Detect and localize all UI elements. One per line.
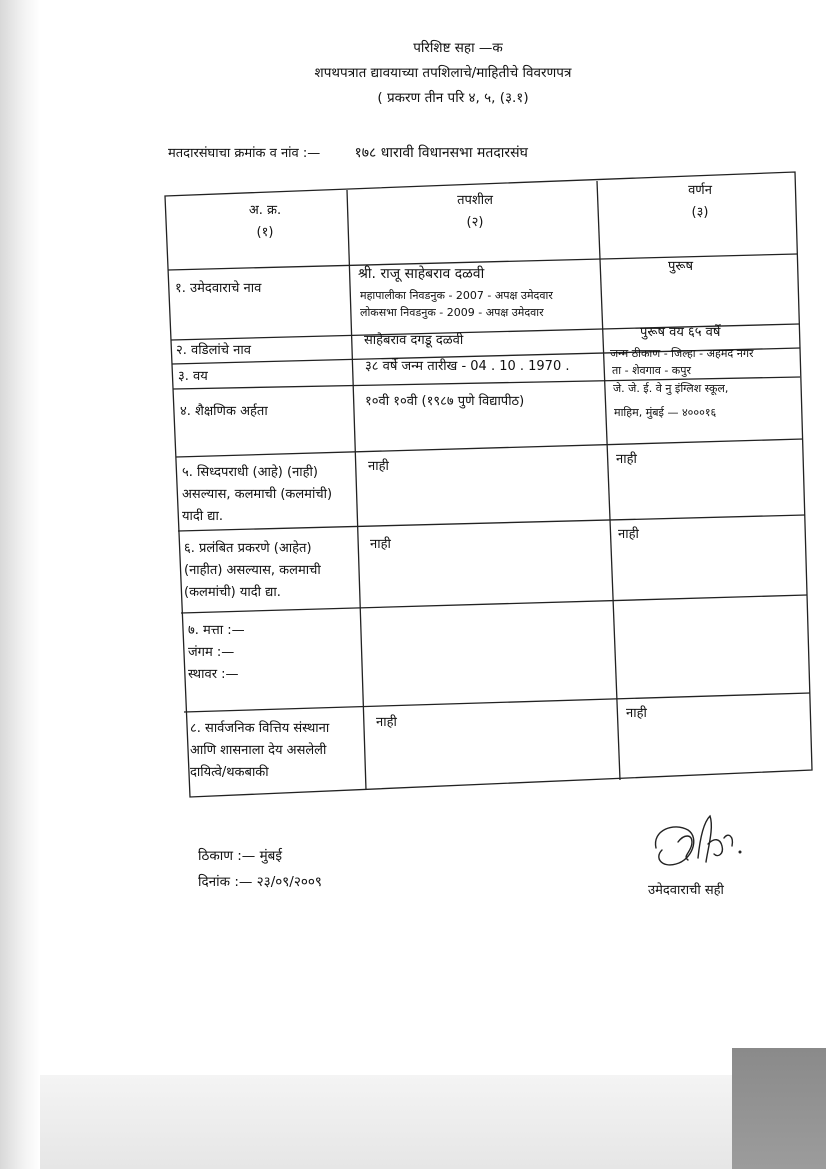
label-line: जंगम :— — [188, 645, 235, 660]
column-number: (१) — [256, 225, 274, 240]
label-line: (कलमांची) यादी द्या. — [184, 585, 281, 600]
row-label: २. वडिलांचे नाव — [176, 343, 251, 358]
signature-label: उमेदवाराची सही — [648, 883, 724, 898]
form-title: शपथपत्रात द्यावयाच्या तपशिलाचे/माहितीचे विवरणपत्र — [314, 65, 572, 81]
label-line: ५. सिध्दपराधी (आहे) (नाही) — [182, 465, 318, 480]
school-name: जे. जे. ई. वे नु इंग्लिश स्कूल, — [613, 382, 729, 395]
label-line: आणि शासनाला देय असलेली — [190, 743, 327, 758]
label-line: स्थावर :— — [188, 667, 239, 682]
row-label-liabilities — [190, 718, 329, 784]
school-address: माहिम, मुंबई — ४०००१६ — [614, 406, 717, 419]
column-title: तपशील — [457, 193, 493, 208]
label-line: ७. मत्ता :— — [188, 623, 245, 638]
label-line: असल्यास, कलमाची (कलमांची) — [182, 487, 333, 502]
candidate-name: श्री. राजू साहेबराव दळवी — [358, 266, 485, 282]
column-title: अ. क्र. — [248, 203, 282, 218]
convicted-description: नाही — [616, 452, 637, 467]
label-line: दायित्वे/थकबाकी — [190, 765, 269, 780]
education-value: १०वी १०वी (१९८७ पुणे विद्यापीठ) — [365, 394, 525, 409]
column-number: (३) — [691, 205, 709, 220]
row-label-convicted — [182, 462, 332, 528]
pending-cases-description: नाही — [618, 527, 639, 542]
pending-cases-detail: नाही — [370, 537, 391, 552]
row-label: ३. वय — [178, 369, 208, 384]
election-history: महापालीका निवडनुक - 2007 - अपक्ष उमेदवार — [360, 289, 553, 302]
constituency-label: मतदारसंघाचा क्रमांक व नांव :— — [168, 146, 321, 161]
label-line: ८. सार्वजनिक वित्तिय संस्थाना — [190, 721, 330, 736]
father-details: पुरूष वय ६५ वर्षे — [640, 325, 721, 340]
column-title: वर्णन — [688, 183, 712, 198]
column-header-detail — [410, 190, 540, 234]
row-label-assets — [188, 620, 245, 686]
election-history: लोकसभा निवडनुक - 2009 - अपक्ष उमेदवार — [360, 306, 544, 319]
label-line: ६. प्रलंबित प्रकरणे (आहेत) — [184, 541, 312, 556]
constituency-value: १७८ धारावी विधानसभा मतदारसंघ — [354, 145, 528, 161]
convicted-detail: नाही — [368, 459, 389, 474]
signature-image — [648, 808, 748, 878]
place: ठिकाण :— मुंबई — [198, 848, 283, 864]
father-name: साहेबराव दगडू दळवी — [364, 333, 464, 348]
birthplace: जन्म ठीकाण - जिल्हा - अहमद नगर — [610, 347, 754, 360]
birthplace-taluka: ता - शेवगाव - कपुर — [612, 364, 691, 377]
liabilities-description: नाही — [626, 706, 647, 721]
label-line: यादी द्या. — [182, 509, 223, 524]
date: दिनांक :— २३/०९/२००९ — [198, 874, 322, 890]
gender-value: पुरूष — [668, 259, 693, 274]
annexure-title: परिशिष्ट सहा —क — [413, 40, 503, 56]
column-header-serial — [210, 200, 320, 244]
row-label: ४. शैक्षणिक अर्हता — [180, 404, 268, 419]
label-line: (नाहीत) असल्यास, कलमाची — [184, 563, 321, 578]
column-number: (२) — [466, 215, 484, 230]
column-header-description — [645, 180, 755, 224]
row-label-pending-cases — [184, 538, 321, 604]
liabilities-detail: नाही — [376, 715, 397, 730]
form-reference: ( प्रकरण तीन परि ४, ५, (३.१) — [377, 90, 529, 106]
row-label: १. उमेदवाराचे नाव — [175, 281, 262, 296]
age-value: ३८ वर्षे जन्म तारीख - 04 . 10 . 1970 . — [365, 359, 570, 374]
